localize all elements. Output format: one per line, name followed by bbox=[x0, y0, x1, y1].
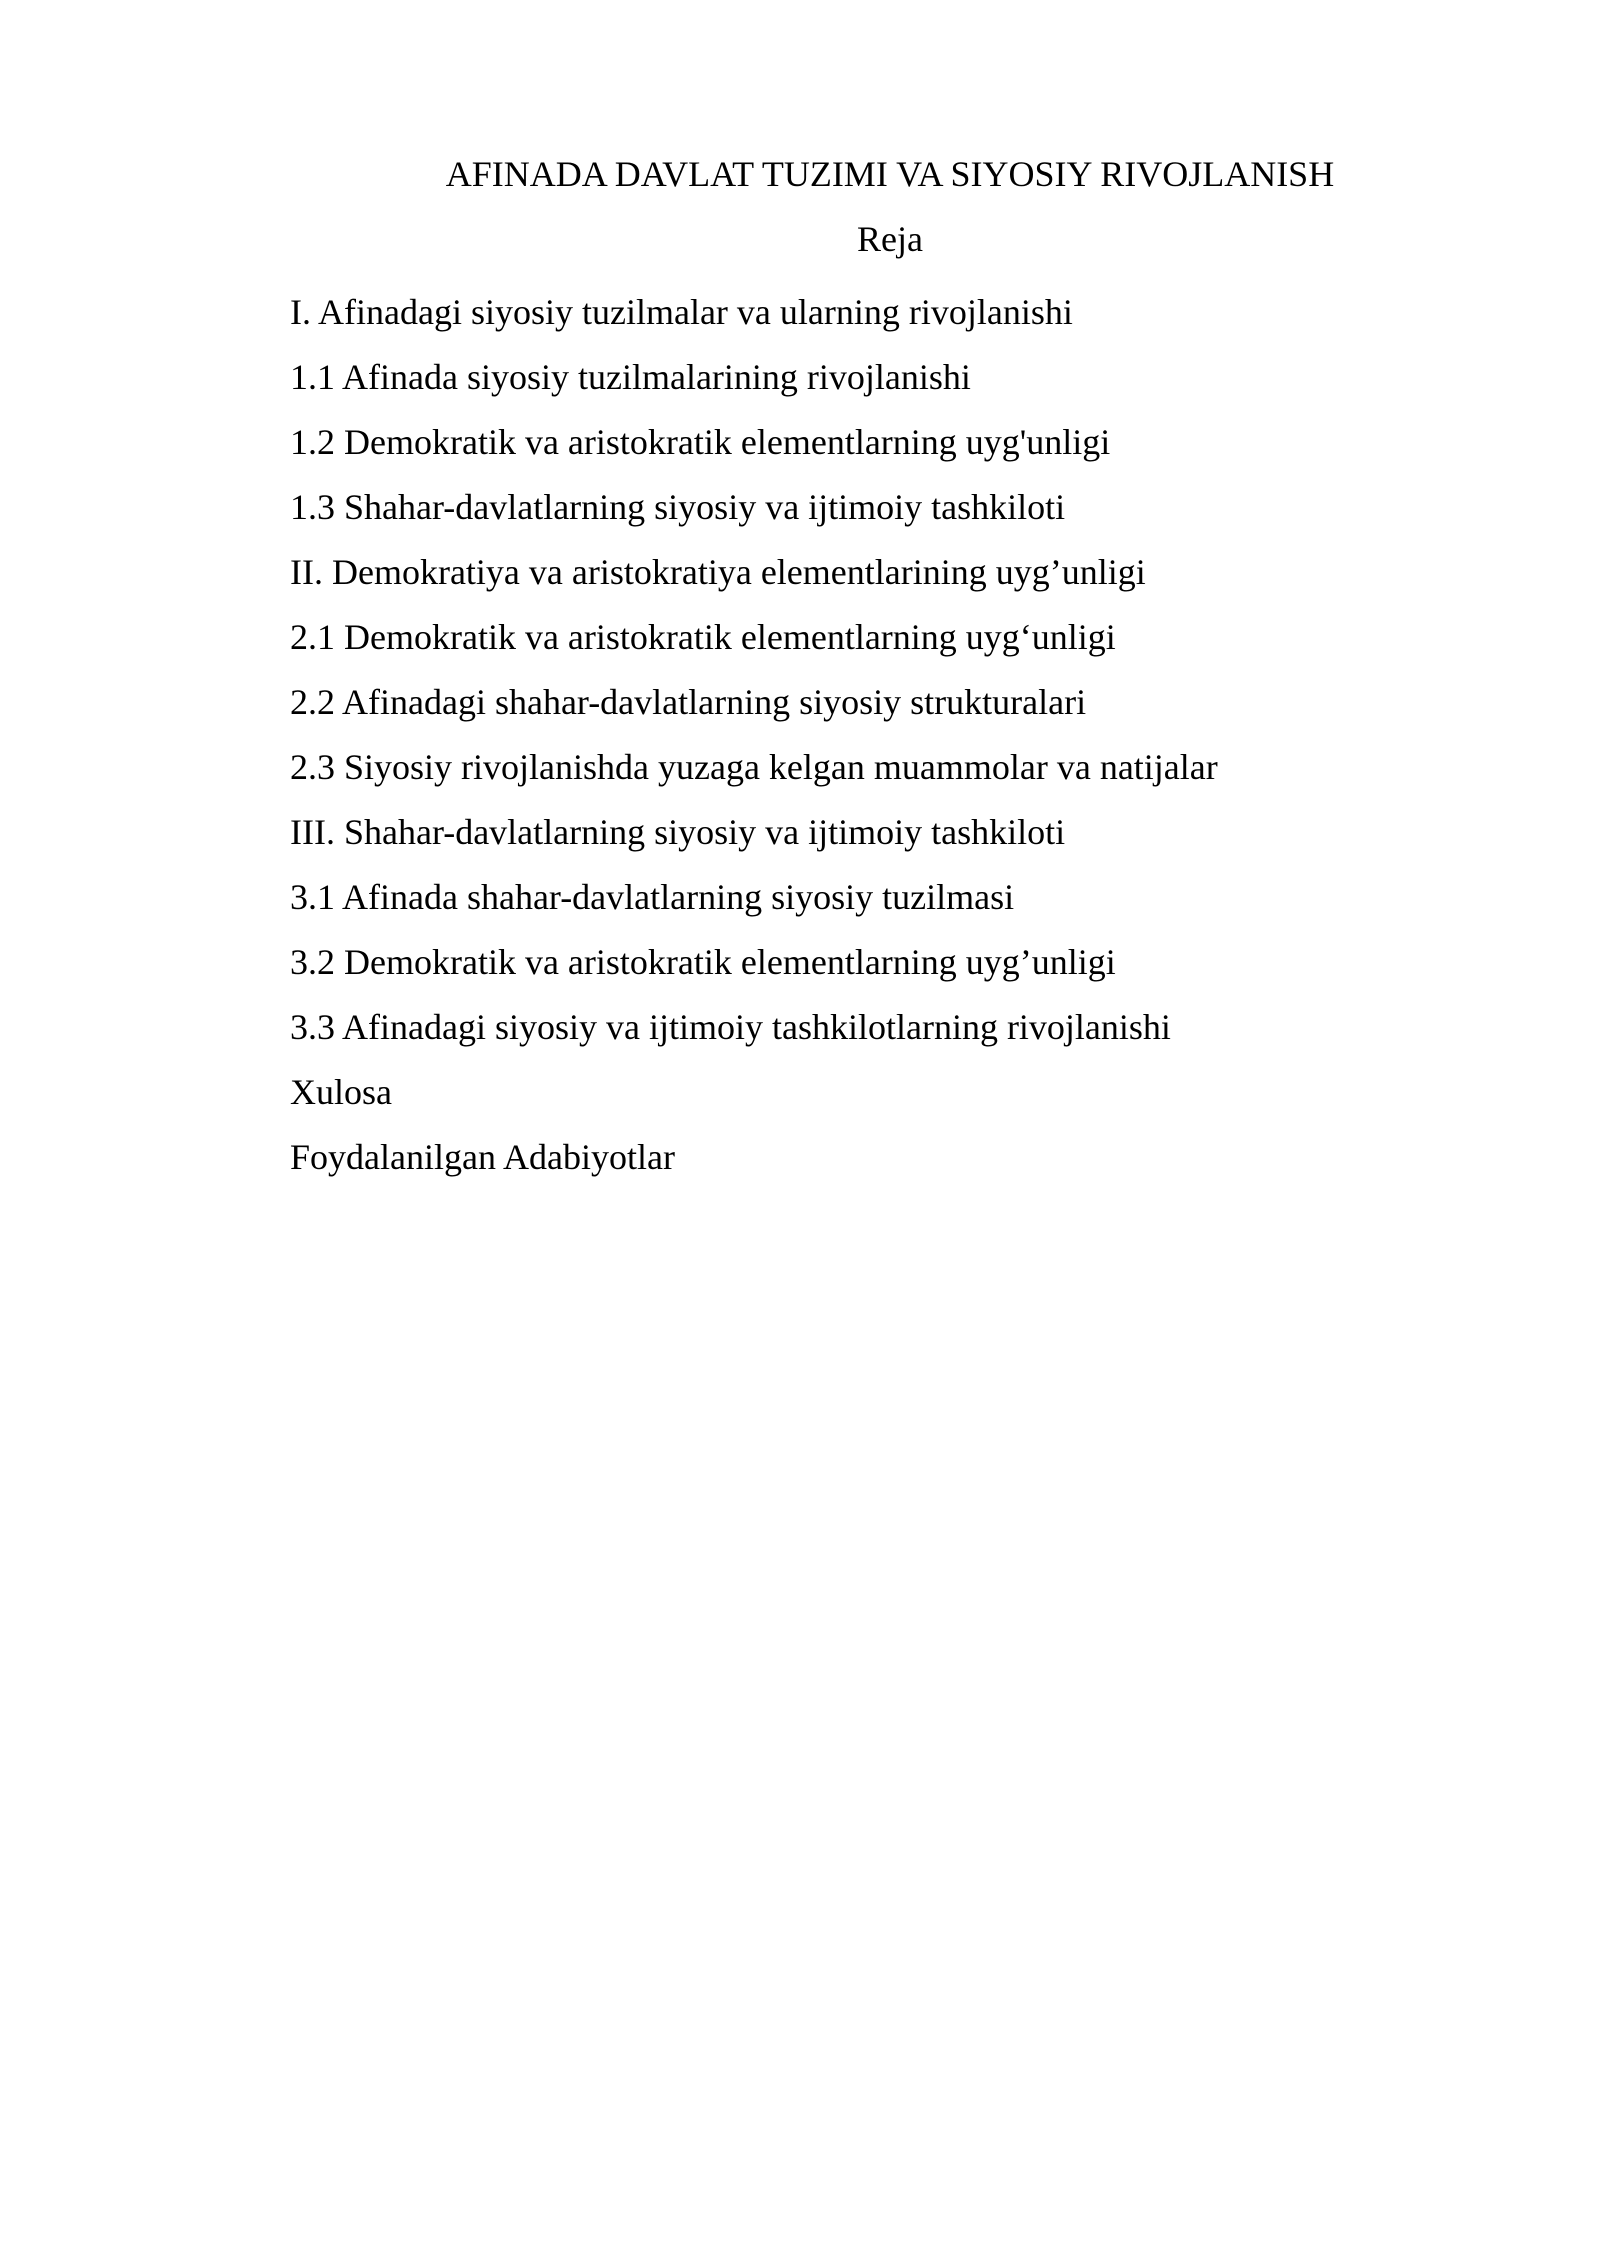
toc-item: Xulosa bbox=[290, 1072, 392, 1112]
toc-item: I. Afinadagi siyosiy tuzilmalar va ularning rivojlanishi bbox=[290, 292, 1073, 332]
toc-item: 3.3 Afinadagi siyosiy va ijtimoiy tashkilotlarning rivojlanishi bbox=[290, 1007, 1171, 1047]
toc-item: 3.1 Afinada shahar-davlatlarning siyosiy tuzilmasi bbox=[290, 877, 1015, 917]
toc-item: 3.2 Demokratik va aristokratik elementlarning uyg’unligi bbox=[290, 942, 1116, 982]
toc-item: Foydalanilgan Adabiyotlar bbox=[290, 1137, 675, 1177]
toc-item: II. Demokratiya va aristokratiya elementlarining uyg’unligi bbox=[290, 552, 1146, 592]
toc-item: III. Shahar-davlatlarning siyosiy va ijtimoiy tashkiloti bbox=[290, 812, 1066, 852]
table-of-contents bbox=[290, 280, 1218, 1190]
toc-item: 1.2 Demokratik va aristokratik elementlarning uyg'unligi bbox=[290, 422, 1111, 462]
toc-item: 1.3 Shahar-davlatlarning siyosiy va ijtimoiy tashkiloti bbox=[290, 487, 1066, 527]
toc-item: 2.3 Siyosiy rivojlanishda yuzaga kelgan muammolar va natijalar bbox=[290, 747, 1218, 787]
document-title: AFINADA DAVLAT TUZIMI VA SIYOSIY RIVOJLANISH bbox=[445, 154, 1335, 194]
toc-item: 1.1 Afinada siyosiy tuzilmalarining rivojlanishi bbox=[290, 357, 971, 397]
toc-item: 2.1 Demokratik va aristokratik elementlarning uyg‘unligi bbox=[290, 617, 1116, 657]
toc-item: 2.2 Afinadagi shahar-davlatlarning siyosiy strukturalari bbox=[290, 682, 1087, 722]
plan-heading: Reja bbox=[857, 219, 923, 259]
